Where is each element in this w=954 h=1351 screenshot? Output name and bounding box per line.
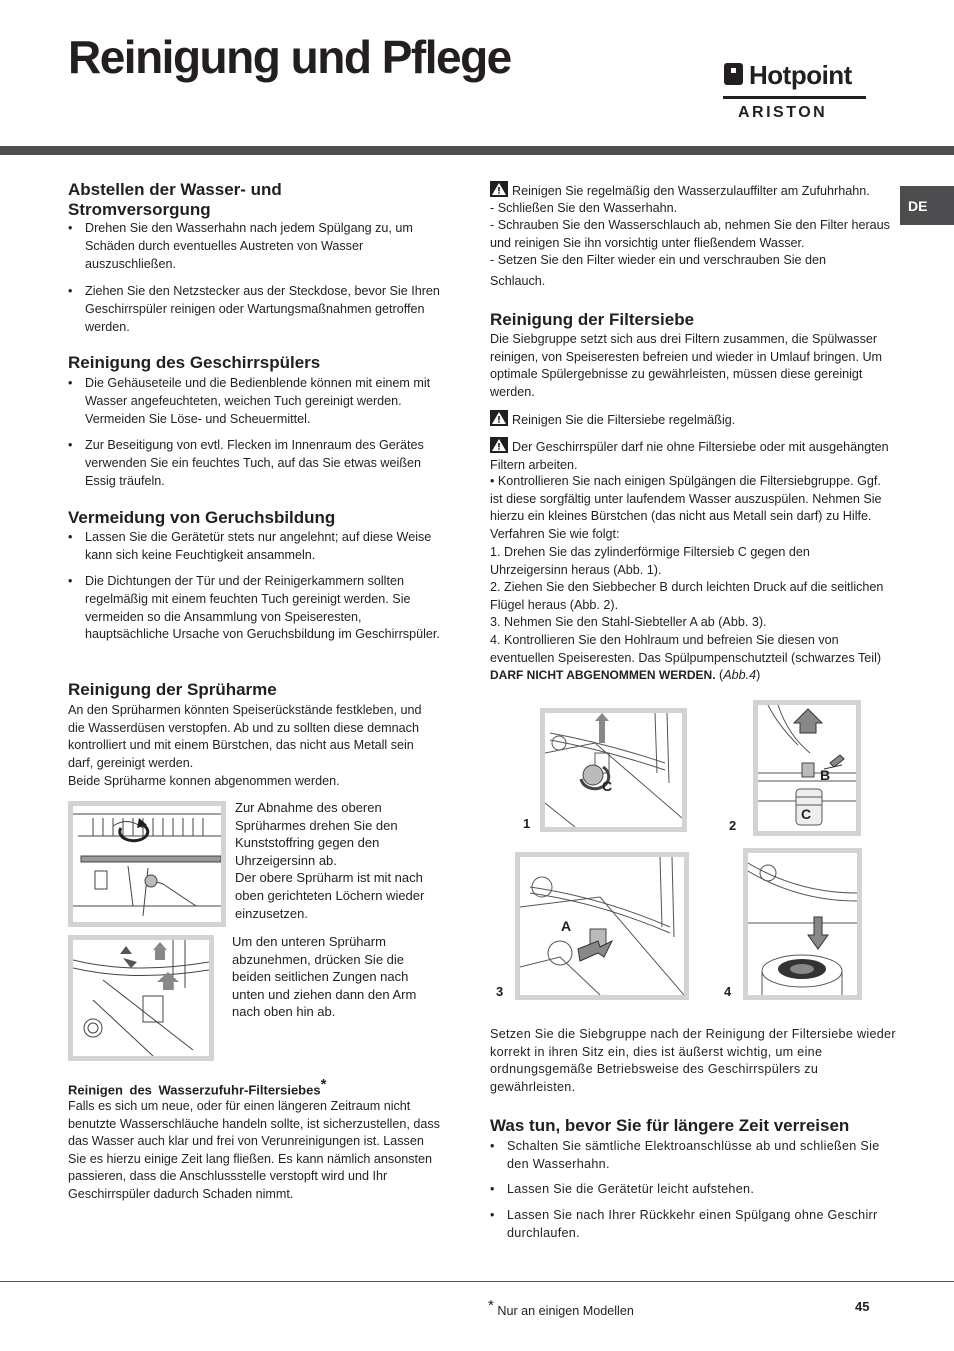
section-heading-travel: Was tun, bevor Sie für längere Zeit verreisen (490, 1116, 850, 1135)
section-heading-water-power: Abstellen der Wasser- und Stromversorgung (68, 180, 282, 219)
filter-label-c: C (602, 778, 613, 794)
figure-number-1: 1 (523, 816, 531, 831)
inlet-filter-warning: Reinigen Sie regelmäßig den Wasserzulauffilter am Zufuhrhahn. (490, 181, 900, 201)
upper-spray-arm-illustration (73, 806, 221, 922)
list-item: • Lassen Sie nach Ihrer Rückkehr einen Spülgang ohne Geschirr durchlaufen. (490, 1207, 904, 1243)
list-item: • Ziehen Sie den Netzstecker aus der Steckdose, bevor Sie Ihren Geschirrspüler reinigen oder Wartungsmaßnahmen getroffen werden. (68, 283, 443, 336)
filters-text: Die Siebgruppe setzt sich aus drei Filtern zusammen, die Spülwasser reinigen, von Speiseresten befreien und wieder in Umlauf bringen. Um optimale Spülergebnisse zu gewährleisten, müssen diese gereinigt werden. (490, 332, 883, 399)
lower-spray-arm-illustration (73, 940, 209, 1056)
page-number: 45 (855, 1299, 870, 1314)
list-item: • Lassen Sie die Gerätetür leicht aufstehen. (490, 1181, 904, 1199)
filters-warning-never: Der Geschirrspüler darf nie ohne Filtersiebe oder mit ausgehängten Filtern arbeiten. (490, 437, 890, 474)
filter-label-c2: C (801, 806, 812, 822)
warning-icon (490, 437, 508, 453)
inlet-filter-step: - Setzen Sie den Filter wieder ein und verschrauben Sie den (490, 253, 827, 267)
filter-label-a: A (561, 918, 572, 934)
filter-step-3-illustration (520, 857, 684, 995)
language-tab: DE (900, 186, 954, 225)
header-divider (0, 146, 954, 155)
section-heading-odour: Vermeidung von Geruchsbildung (68, 508, 336, 527)
list-item: • Lassen Sie die Gerätetür stets nur angelehnt; auf diese Weise kann sich keine Feuchtigkeit ansammeln. (68, 529, 443, 565)
section-heading-spray-arms: Reinigung der Sprüharme (68, 680, 277, 699)
filter-step-4-illustration (748, 853, 857, 995)
list-item: • Schalten Sie sämtliche Elektroanschlüsse ab und schließen Sie den Wasserhahn. (490, 1138, 904, 1174)
figure-number-2: 2 (729, 818, 737, 833)
inlet-filter-step: Schlauch. (490, 274, 546, 288)
brand-name: Hotpoint (749, 60, 852, 90)
upper-spray-arm-caption: Zur Abnahme des oberen Sprüharmes drehen Sie den Kunststoffring gegen den Uhrzeigersinn ab. Der obere Sprüharm ist mit nach oben gerichteten Löchern wieder einzusetzen. (235, 800, 425, 921)
figure-number-4: 4 (724, 984, 732, 999)
filter-step-1-illustration (545, 713, 682, 827)
filters-step-3: 3. Nehmen Sie den Stahl-Siebteller A ab (Abb. 3). (490, 615, 767, 629)
filters-check-paragraph: • Kontrollieren Sie nach einigen Spülgängen die Filtersiebgruppe. Ggf. ist diese sorgfältig unter laufendem Wasser auszuspülen. Nehmen Sie hierzu ein kleines Bürstchen (das nicht aus Metall sein darf) zu Hilfe. Verfahren Sie wie folgt: (490, 474, 882, 541)
filters-reinsert-text: Setzen Sie die Siebgruppe nach der Reinigung der Filtersiebe wieder korrekt in ihren Sitz ein, dies ist äußerst wichtig, um eine ordnungsgemäße Betriebsweise des Geschirrspülers zu gewährleisten. (490, 1027, 896, 1094)
brand-subname: ARISTON (738, 104, 828, 121)
filter-figure-4 (743, 848, 862, 1000)
filter-figure-3 (515, 852, 689, 1000)
inlet-filter-step: - Schrauben Sie den Wasserschlauch ab, nehmen Sie den Filter heraus und reinigen Sie ihn vorsichtig unter fließendem Wasser. (490, 218, 890, 250)
list-item: • Die Gehäuseteile und die Bedienblende können mit einem mit Wasser angefeuchteten, weichen Tuch gereinigt werden. Vermeiden Sie Löse- und Scheuermittel. (68, 375, 443, 428)
filter-figure-1 (540, 708, 687, 832)
spray-arms-text-2: Beide Sprüharme konnen abgenommen werden. (68, 774, 340, 788)
inlet-filter-text: Falls es sich um neue, oder für einen längeren Zeitraum nicht benutzte Wasserschläuche handeln sollte, ist sicherzustellen, dass das Wasser auch klar und frei von Verunreinigungen ist. Lassen Sie es hierzu einige Zeit lang fließen. Es kann nämlich ansonsten passieren, dass die Anschlussstelle verstopft wird und Ihr Geschirrspüler dadurch Schaden nimmt. (68, 1099, 440, 1201)
filter-figure-2 (753, 700, 861, 836)
list-item: • Drehen Sie den Wasserhahn nach jedem Spülgang zu, um Schäden durch eventuelles Austreten von Wasser auszuschließen. (68, 220, 443, 273)
list-item: • Zur Beseitigung von evtl. Flecken im Innenraum des Gerätes verwenden Sie ein feuchtes Tuch, auf das Sie etwas weißen Essig träufeln. (68, 437, 443, 490)
filters-step-1: 1. Drehen Sie das zylinderförmige Filtersieb C gegen den Uhrzeigersinn heraus (Abb. 1). (490, 545, 810, 577)
upper-spray-arm-figure (68, 801, 226, 927)
section-heading-inlet-filter: Reinigen des Wasserzufuhr-Filtersiebes* (68, 1076, 327, 1098)
filters-warning-regular: Reinigen Sie die Filtersiebe regelmäßig. (490, 410, 890, 430)
page-title: Reinigung und Pflege (68, 31, 511, 83)
warning-icon (490, 410, 508, 426)
figure-number-3: 3 (496, 984, 504, 999)
spray-arms-text: An den Sprüharmen könnten Speiserückstände festkleben, und die Wasserdüsen verstopfen. Ab und zu sollten diese demnach kontrolliert und mit einem Bürstchen, das nicht aus Metall sein darf, gereinigt werden. (68, 703, 422, 770)
inlet-filter-step: - Schließen Sie den Wasserhahn. (490, 201, 678, 215)
lower-spray-arm-caption: Um den unteren Sprüharm abzunehmen, drücken Sie die beiden seitlichen Zungen nach unten und ziehen dann den Arm nach oben hin ab. (232, 934, 417, 1020)
filters-step-4: 4. Kontrollieren Sie den Hohlraum und befreien Sie diesen von eventuellen Speiseresten. Das Spülpumpenschutzteil (schwarzes Teil) DARF NICHT ABGENOMMEN WERDEN. (Abb.4) (490, 633, 882, 683)
footer-divider (0, 1281, 954, 1282)
section-heading-filters: Reinigung der Filtersiebe (490, 310, 695, 329)
filters-step-2: 2. Ziehen Sie den Siebbecher B durch leichten Druck auf die seitlichen Flügel heraus (Abb. 2). (490, 580, 884, 612)
filter-label-b: B (820, 767, 831, 783)
brand-logo (722, 60, 868, 124)
list-item: • Die Dichtungen der Tür und der Reinigerkammern sollten regelmäßig mit einem feuchten Tuch gereinigt werden. Sie vermeiden so die Ansammlung von Speiseresten, hauptsächliche Ursache von Geruchsbildung im Geschirrspüler. (68, 573, 443, 644)
warning-icon (490, 181, 508, 197)
lower-spray-arm-figure (68, 935, 214, 1061)
section-heading-dishwasher-cleaning: Reinigung des Geschirrspülers (68, 353, 321, 372)
footnote: * Nur an einigen Modellen (488, 1297, 634, 1319)
